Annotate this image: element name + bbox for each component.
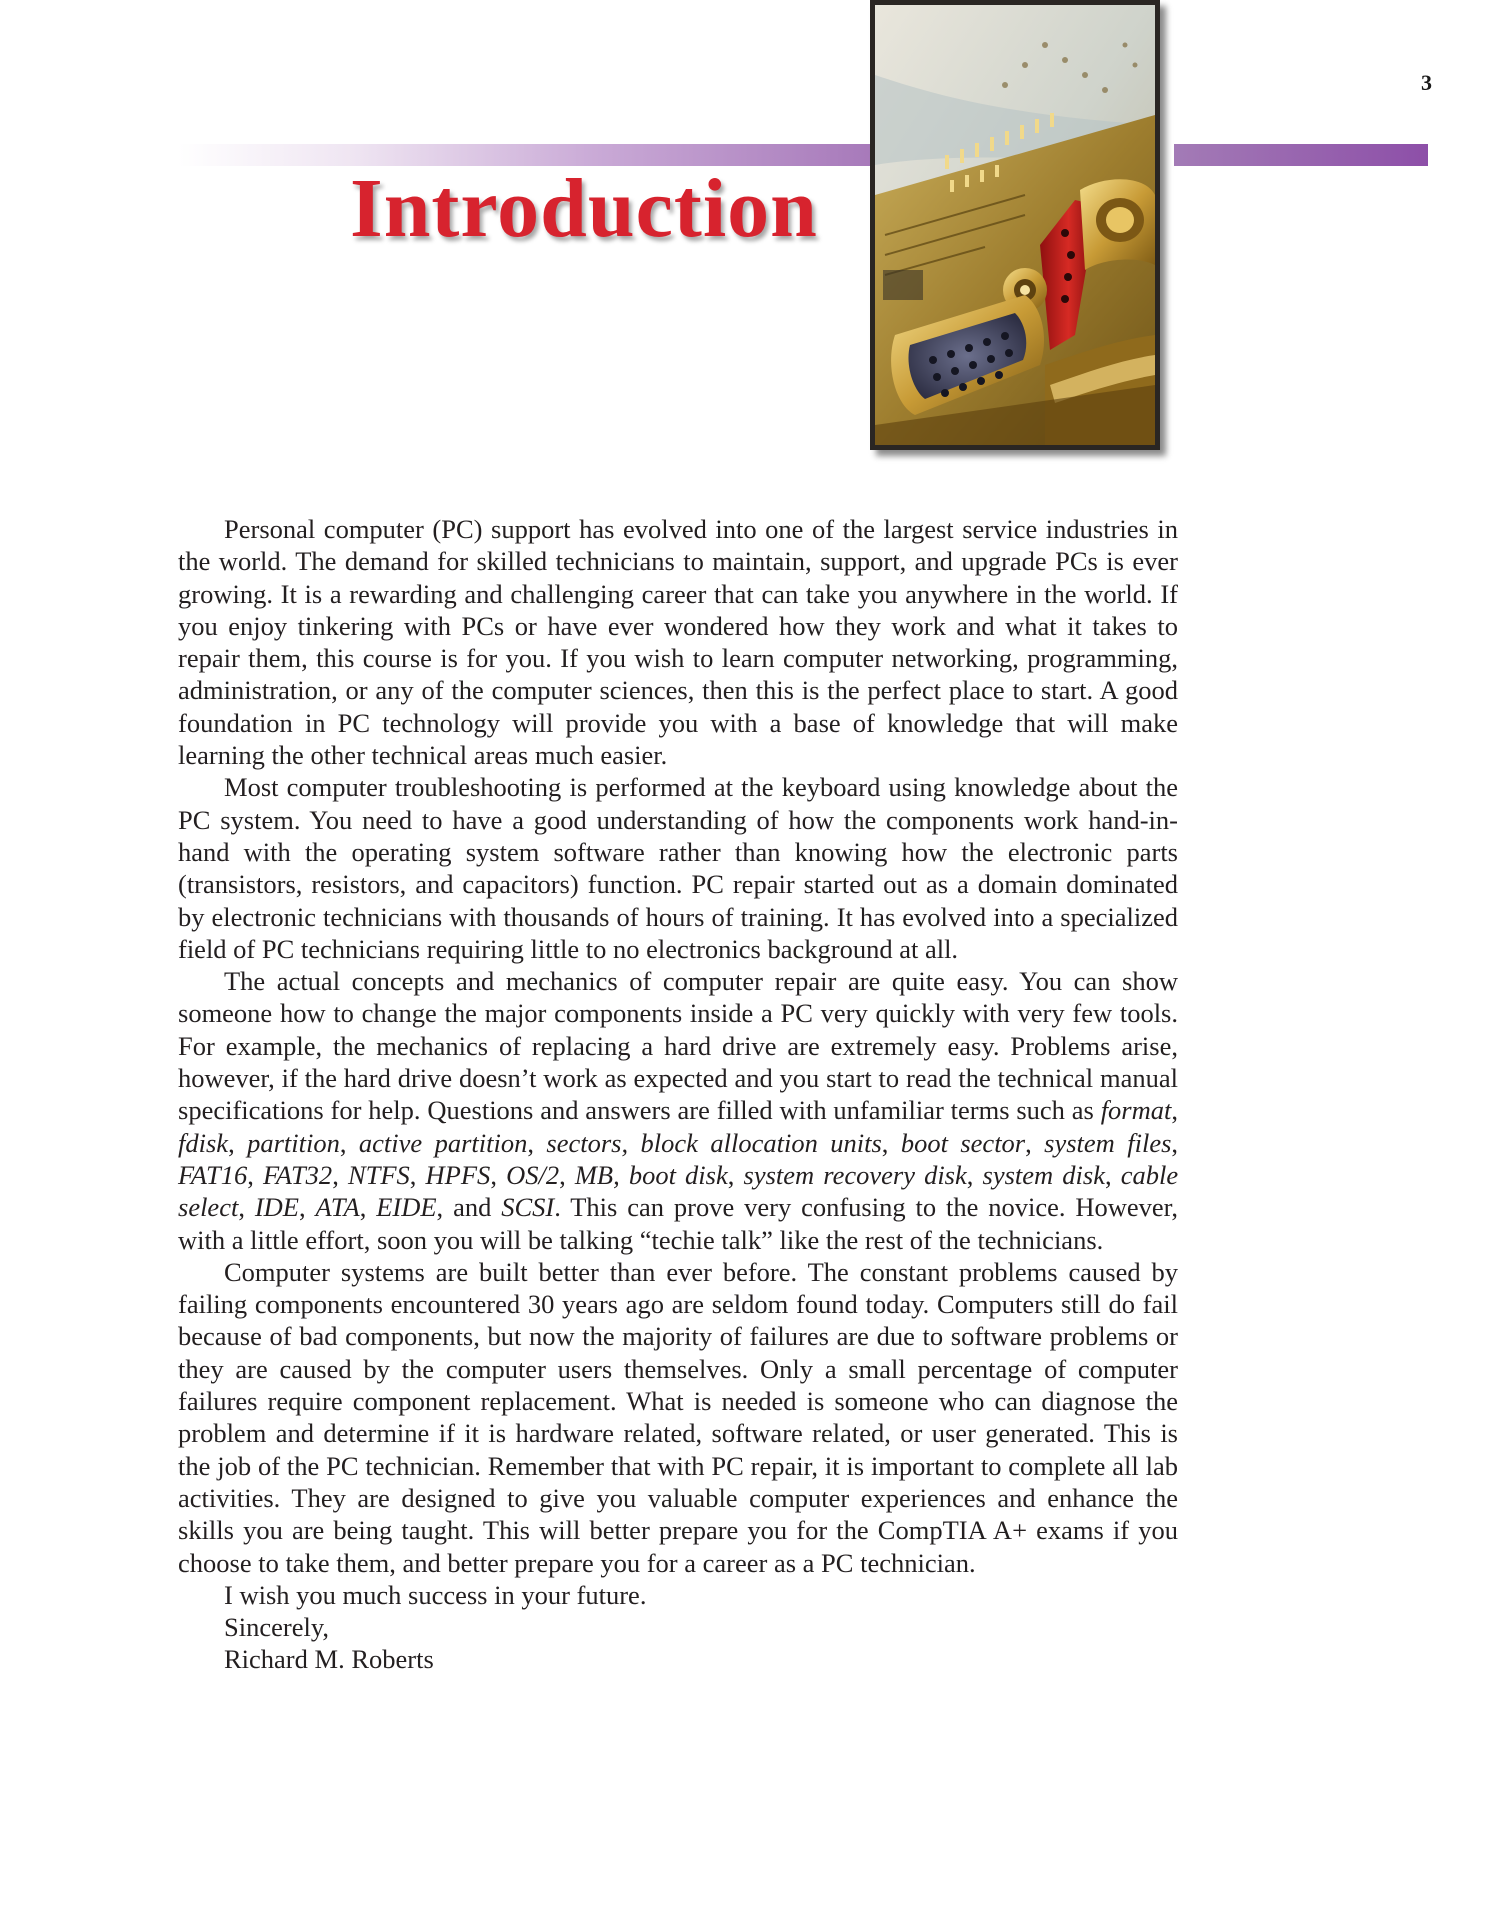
paragraph-1: Personal computer (PC) support has evolved into one of the largest service industries in the world. The demand for skilled technicians to maintain, support, and upgrade PCs is ever growing. It is a rewarding and challenging career that can take you anywhere in the world. If you enjoy tinkering with PCs or have ever wondered how they work and what it takes to repair them, this course is for you. If you wish to learn computer networking, programming, administration, or any of the computer sciences, then this is the perfect place to start. A good foundation in PC technology will provide you with a base of knowledge that will make learning the other technical areas much easier. [178,514,1178,771]
paragraph-4: Computer systems are built better than ever before. The constant problems caused by failing components encountered 30 years ago are seldom found today. Computers still do fail because of bad components, but now the majority of failures are due to software problems or they are caused by the computer users themselves. Only a small percentage of computer failures require component replacement. What is needed is someone who can diagnose the problem and determine if it is hardware related, software related, or user generated. This is the job of the PC technician. Remember that with PC repair, it is important to complete all lab activities. They are designed to give you valuable computer experiences and enhance the skills you are being taught. This will better prepare you for the CompTIA A+ exams if you choose to take them, and better prepare you for a career as a PC technician. [178,1256,1178,1578]
term: partition [247,1127,340,1158]
term: FAT16 [178,1159,248,1190]
paragraph-3-lead: The actual concepts and mechanics of computer repair are quite easy. You can show someone how to change the major components inside a PC very quickly with very few tools. For example, the mechanics of replacing a hard drive are extremely easy. Problems arise, however, if the hard drive doesn’t work as expected and you start to read the technical manual specifications for help. Questions and answers are filled with unfamiliar terms such as [178,966,1178,1126]
closing-line: I wish you much success in your future. [224,1579,647,1610]
term: EIDE [376,1192,437,1223]
term: sectors, [546,1127,629,1158]
term: system recovery disk [743,1159,967,1190]
term: system files [1044,1127,1172,1158]
circuit-board-image [875,5,1155,445]
header-band-right [1174,144,1428,166]
introduction-body [178,513,1178,1676]
author-name: Richard M. Roberts [224,1644,434,1675]
and-word: and [453,1192,492,1223]
term: boot disk [628,1159,728,1190]
term: system disk [982,1159,1105,1190]
term: HPFS [425,1159,491,1190]
term: boot sector [900,1127,1026,1158]
circuit-board-photo [870,0,1160,450]
paragraph-3-tail: . This can prove very confusing to the novice. However, with a little effort, soon you will be talking “techie talk” like the rest of the technicians. [178,1192,1179,1255]
term: IDE [254,1192,299,1223]
term: cable select [178,1159,1179,1223]
term: FAT32 [262,1159,333,1190]
term: format [1100,1095,1172,1126]
sign-off: Sincerely, [224,1612,329,1643]
term: active partition [358,1127,528,1158]
term: NTFS [347,1159,410,1190]
paragraph-2: Most computer troubleshooting is performed at the keyboard using knowledge about the PC system. You need to have a good understanding of how the components work hand-in-hand with the operating system software rather than knowing how the electronic parts (transistors, resistors, and capacitors) function. PC repair started out as a domain dominated by electronic technicians with thousands of hours of training. It has evolved into a specialized field of PC technicians requiring little to no electronics background at all. [178,772,1178,964]
page-number: 3 [1421,70,1432,95]
term: OS/2 [506,1159,560,1190]
paragraph-3: The actual concepts and mechanics of computer repair are quite easy. You can show someone how to change the major components inside a PC very quickly with very few tools. For example, the mechanics of replacing a hard drive are extremely easy. Problems arise, however, if the hard drive doesn’t work as expected and you start to read the technical manual specifications for help. Questions and answers are filled with unfamiliar terms such as format, fdisk, partition, active partition, sectors, block allocation units, boot sector, system files, FAT16, FAT32, NTFS, HPFS, OS/2, MB, boot disk, system recovery disk, system disk, cable select, IDE, ATA, EIDE, and SCSI. This can prove very confusing to the novice. However, with a little effort, soon you will be talking “techie talk” like the rest of the technicians. [178,966,1179,1255]
term: SCSI [501,1192,555,1223]
term: ATA [315,1192,360,1223]
term: fdisk [178,1127,229,1158]
page-title: Introduction [350,162,818,255]
term: MB, [574,1159,620,1190]
term: block allocation units [640,1127,882,1158]
